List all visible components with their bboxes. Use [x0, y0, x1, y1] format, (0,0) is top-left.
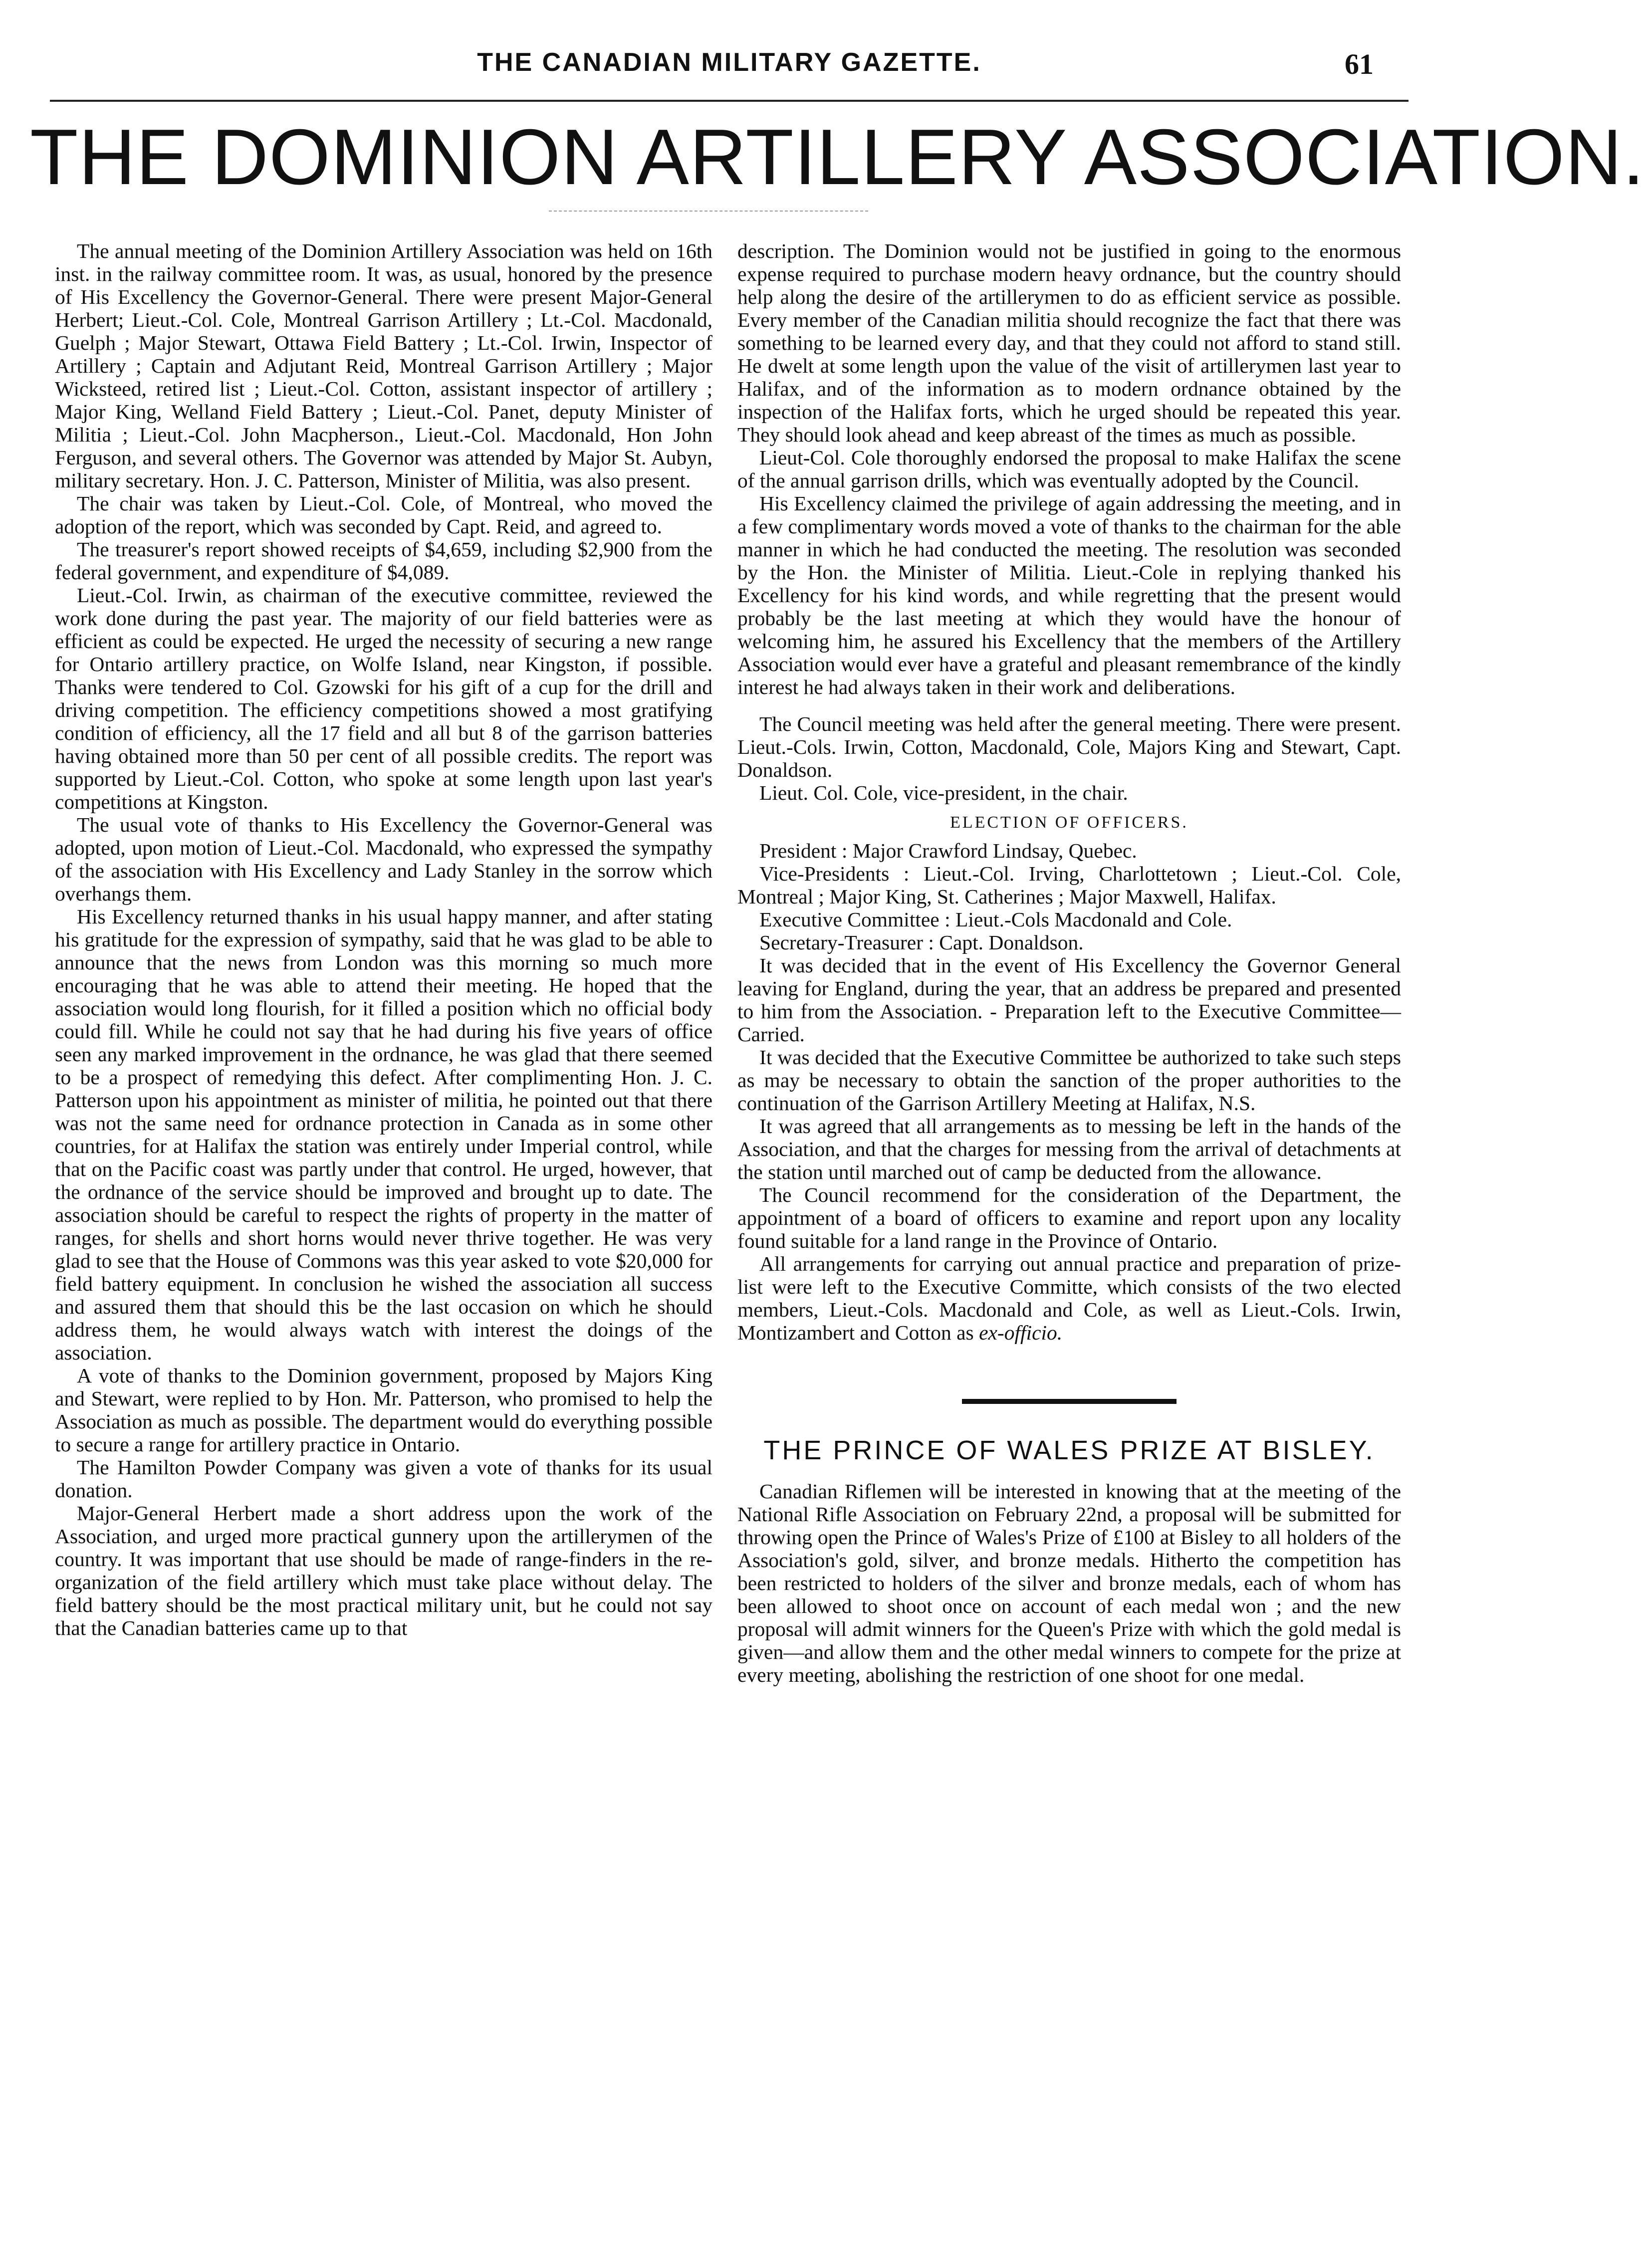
paragraph: Lieut.-Col. Irwin, as chairman of the executive committee, reviewed the work done during the past year. The majority of our field batteries were as efficient as could be expected. He urged the necessity of securing a new range for Ontario artillery practice, on Wolfe Island, near Kingston, if possible. Thanks were tendered to Col. Gzowski for his gift of a cup for the drill and driving competition. The efficiency competitions showed a most gratifying condition of efficiency, all the 17 field and all but 8 of the garrison batteries having obtained more than 50 per cent of all possible credits. The report was supported by Lieut.-Col. Cotton, who spoke at some length upon last year's competitions at Kingston.	[55, 584, 712, 813]
paragraph: The annual meeting of the Dominion Artillery Association was held on 16th inst. in the railway committee room. It was, as usual, honored by the presence of His Excellency the Governor-General. There were present Major-General Herbert; Lieut.-Col. Cole, Montreal Garrison Artillery ; Lt.-Col. Macdonald, Guelph ; Major Stewart, Ottawa Field Battery ; Lt.-Col. Irwin, Inspector of Artillery ; Captain and Adjutant Reid, Montreal Garrison Artillery ; Major Wicksteed, retired list ; Lieut.-Col. Cotton, assistant inspector of artillery ; Major King, Welland Field Battery ; Lieut.-Col. Panet, deputy Minister of Militia ; Lieut.-Col. John Macpherson., Lieut.-Col. Macdonald, Hon John Ferguson, and several others. The Governor was attended by Major St. Aubyn, military secretary. Hon. J. C. Patterson, Minister of Militia, was also present.	[55, 239, 712, 492]
resolution-paragraph: It was decided that in the event of His Excellency the Governor General leaving for England, during the year, that an address be prepared and presented to him from the Association. - Preparation left to the Executive Committee— Carried.	[737, 954, 1401, 1046]
resolution-paragraph: It was agreed that all arrangements as to messing be left in the hands of the Association, and that the charges for messing from the arrival of detachments at the station until marched out of camp be deducted from the allowance.	[737, 1115, 1401, 1183]
running-head	[85, 47, 1374, 83]
article-separator	[962, 1399, 1176, 1404]
article-headline: THE DOMINION ARTILLERY ASSOCIATION.	[30, 113, 1645, 201]
headline-rule	[549, 211, 868, 212]
resolution-paragraph: It was decided that the Executive Committee be authorized to take such steps as may be necessary to obtain the sanction of the proper authorities to the continuation of the Garrison Artillery Meeting at Halifax, N.S.	[737, 1046, 1401, 1115]
closing-text: All arrangements for carrying out annual practice and preparation of prize-list were left to the Executive Committe, which consists of the two elected members, Lieut.-Cols. Macdonald and Cole, as well as Lieut.-Cols. Irwin, Montizambert and Cotton as	[737, 1252, 1401, 1344]
closing-italic: ex-officio.	[979, 1321, 1063, 1344]
council-chair: Lieut. Col. Cole, vice-president, in the chair.	[759, 781, 1128, 804]
officer-line: President : Major Crawford Lindsay, Quebec.	[759, 839, 1137, 862]
resolution-paragraph: The Council recommend for the consideration of the Department, the appointment of a board of officers to examine and report upon any locality found suitable for a land range in the Province of Ontario.	[737, 1183, 1401, 1252]
resolution-paragraph	[737, 1252, 1401, 1344]
prize-article-title: THE PRINCE OF WALES PRIZE AT BISLEY.	[763, 1435, 1375, 1465]
election-heading: ELECTION OF OFFICERS.	[950, 813, 1188, 832]
paragraph: His Excellency returned thanks in his usual happy manner, and after stating his gratitude for the expression of sympathy, said that he was glad to be able to announce that the news from London was this morning so much more encouraging that he was able to attend their meeting. He hoped that the association would long flourish, for it filled a position which no official body could fill. While he could not say that he had during his five years of office seen any marked improvement in the ordnance, he was glad that there seemed to be a prospect of remedying this defect. After complimenting Hon. J. C. Patterson upon his appointment as minister of militia, he pointed out that there was not the same need for ordnance protection in Canada as in some other countries, for at Halifax the station was entirely under Imperial control, while that on the Pacific coast was partly under that control. He urged, however, that the ordnance of the service should be improved and brought up to date. The association should be careful to respect the rights of property in the matter of ranges, for shells and short horns would never thrive together. He was very glad to see that the House of Commons was this year asked to vote $20,000 for field battery equipment. In conclusion he wished the association all success and assured them that should this be the last occasion on which he should address them, he would always watch with interest the doings of the association.	[55, 905, 712, 1364]
paragraph: The treasurer's report showed receipts of $4,659, including $2,900 from the federal government, and expenditure of $4,089.	[55, 538, 712, 584]
publication-name: THE CANADIAN MILITARY GAZETTE.	[477, 48, 981, 77]
council-paragraph: The Council meeting was held after the general meeting. There were present. Lieut.-Cols. Irwin, Cotton, Macdonald, Cole, Majors King and Stewart, Capt. Donaldson.	[737, 712, 1401, 781]
officer-line: Secretary-Treasurer : Capt. Donaldson.	[759, 931, 1084, 954]
prize-article-body: Canadian Riflemen will be interested in knowing that at the meeting of the National Rifle Association on February 22nd, a proposal will be submitted for throwing open the Prince of Wales's Prize of £100 at Bisley to all holders of the Association's gold, silver, and bronze medals. Hitherto the competition has been restricted to holders of the silver and bronze medals, each of whom has been allowed to shoot once on account of each medal won ; and the new proposal will admit winners for the Queen's Prize with which the gold medal is given—and allow them and the other medal winners to compete for the prize at every meeting, abolishing the restriction of one shoot for one medal.	[737, 1480, 1401, 1686]
paragraph: Lieut-Col. Cole thoroughly endorsed the proposal to make Halifax the scene of the annual garrison drills, which was eventually adopted by the Council.	[737, 446, 1401, 492]
left-column	[55, 239, 712, 1639]
paragraph: The chair was taken by Lieut.-Col. Cole, of Montreal, who moved the adoption of the report, which was seconded by Capt. Reid, and agreed to.	[55, 492, 712, 538]
paragraph: Major-General Herbert made a short address upon the work of the Association, and urged more practical gunnery upon the artillerymen of the country. It was important that use should be made of range-finders in the re-organization of the field artillery which must take place without delay. The field battery should be the most practical military unit, but he could not say that the Canadian batteries came up to that	[55, 1502, 712, 1639]
officer-line: Vice-Presidents : Lieut.-Col. Irving, Charlottetown ; Lieut.-Col. Cole, Montreal ; Major King, St. Catherines ; Major Maxwell, Halifax.	[737, 862, 1401, 908]
paragraph: His Excellency claimed the privilege of again addressing the meeting, and in a few complimentary words moved a vote of thanks to the chairman for the able manner in which he had conducted the meeting. The resolution was seconded by the Hon. the Minister of Militia. Lieut.-Cole in replying thanked his Excellency for his kind words, and while regretting that the present would probably be the last meeting at which they would have the honour of welcoming him, he assured his Excellency that the members of the Artillery Association would ever have a grateful and pleasant remembrance of the kindly interest he had always taken in their work and deliberations.	[737, 492, 1401, 698]
paragraph: The Hamilton Powder Company was given a vote of thanks for its usual donation.	[55, 1456, 712, 1502]
paragraph: The usual vote of thanks to His Excellency the Governor-General was adopted, upon motion of Lieut.-Col. Macdonald, who expressed the sympathy of the association with His Excellency and Lady Stanley in the sorrow which overhangs them.	[55, 813, 712, 905]
paragraph: description. The Dominion would not be justified in going to the enormous expense required to purchase modern heavy ordnance, but the country should help along the desire of the artillerymen to do as efficient service as possible. Every member of the Canadian militia should recognize the fact that there was something to be learned every day, and that they could not afford to stand still. He dwelt at some length upon the value of the visit of artillerymen last year to Halifax, and of the information as to modern ordnance obtained by the inspection of the Halifax forts, which he urged should be repeated this year. They should look ahead and keep abreast of the times as much as possible.	[737, 239, 1401, 446]
officer-line: Executive Committee : Lieut.-Cols Macdonald and Cole.	[759, 908, 1232, 931]
page-number: 61	[1345, 48, 1374, 80]
right-column	[737, 239, 1401, 1686]
header-rule	[50, 100, 1409, 102]
paragraph: A vote of thanks to the Dominion government, proposed by Majors King and Stewart, were replied to by Hon. Mr. Patterson, who promised to help the Association as much as possible. The department would do everything possible to secure a range for artillery practice in Ontario.	[55, 1364, 712, 1456]
